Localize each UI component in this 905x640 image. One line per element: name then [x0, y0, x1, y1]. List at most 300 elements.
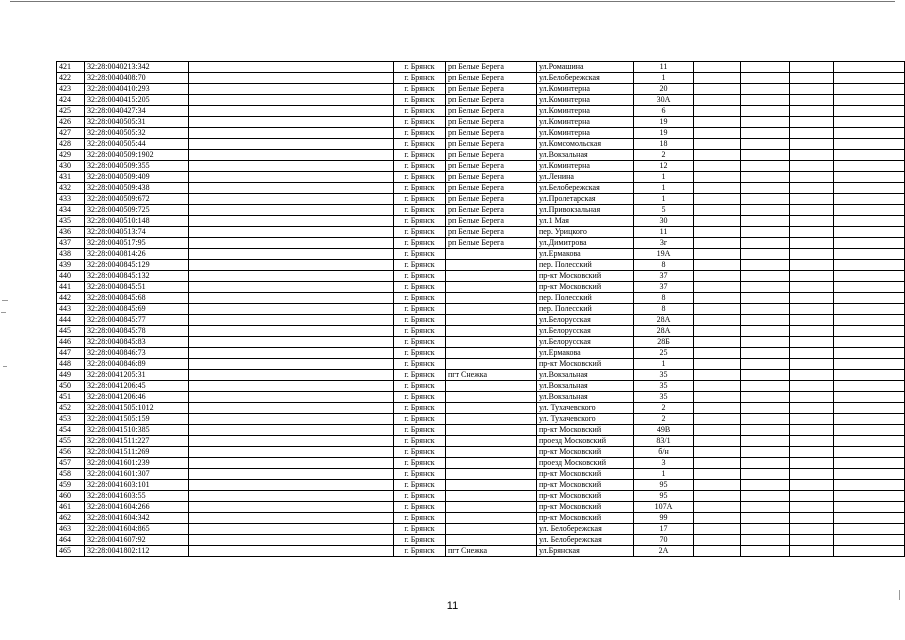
cell-settlement [446, 447, 537, 458]
cell-empty [834, 403, 905, 414]
cell-number: 451 [57, 392, 85, 403]
cell-cadastral-number: 32:28:0040845:83 [85, 337, 189, 348]
cell-number: 463 [57, 524, 85, 535]
cell-city: г. Брянск [394, 304, 446, 315]
table-row [57, 161, 905, 172]
cell-empty [741, 414, 790, 425]
cell-cadastral-number: 32:28:0040415:205 [85, 95, 189, 106]
cell-street: ул.1 Мая [537, 216, 634, 227]
cell-house: 1 [634, 73, 694, 84]
cell-house: б/н [634, 447, 694, 458]
cell-settlement: рп Белые Берега [446, 128, 537, 139]
cell-empty [834, 414, 905, 425]
cell-city: г. Брянск [394, 271, 446, 282]
cell-empty [694, 150, 741, 161]
cell-house: 12 [634, 161, 694, 172]
cell-city: г. Брянск [394, 502, 446, 513]
table-row [57, 469, 905, 480]
cell-empty [741, 62, 790, 73]
cell-empty [694, 249, 741, 260]
cell-house: 37 [634, 282, 694, 293]
cell-empty [694, 62, 741, 73]
cell-empty [694, 403, 741, 414]
cell-empty [189, 117, 394, 128]
cell-empty [189, 293, 394, 304]
cell-street: ул.Вокзальная [537, 392, 634, 403]
cell-street: ул.Коминтерна [537, 84, 634, 95]
cell-empty [790, 128, 834, 139]
cell-settlement: рп Белые Берега [446, 95, 537, 106]
cell-empty [834, 62, 905, 73]
cell-house: 2 [634, 403, 694, 414]
cell-empty [694, 194, 741, 205]
cell-empty [741, 117, 790, 128]
cell-empty [694, 469, 741, 480]
cell-street: ул. Тухачевского [537, 403, 634, 414]
cell-city: г. Брянск [394, 73, 446, 84]
cell-empty [694, 84, 741, 95]
cell-street: пр-кт Московский [537, 491, 634, 502]
table-row [57, 62, 905, 73]
cell-empty [790, 183, 834, 194]
table-row [57, 271, 905, 282]
cell-empty [694, 183, 741, 194]
cell-empty [189, 227, 394, 238]
table-row [57, 106, 905, 117]
cell-empty [741, 238, 790, 249]
cell-empty [834, 381, 905, 392]
cell-street: пр-кт Московский [537, 502, 634, 513]
cell-empty [694, 337, 741, 348]
cell-city: г. Брянск [394, 249, 446, 260]
cell-street: ул.Ермакова [537, 249, 634, 260]
table-row [57, 458, 905, 469]
cell-house: 28Б [634, 337, 694, 348]
table-row [57, 326, 905, 337]
cell-empty [189, 62, 394, 73]
cell-cadastral-number: 32:28:0040509:725 [85, 205, 189, 216]
cell-empty [790, 436, 834, 447]
cell-settlement [446, 436, 537, 447]
cell-empty [741, 381, 790, 392]
cell-house: 18 [634, 139, 694, 150]
scan-artifact [899, 590, 900, 600]
cell-street: ул.Коминтерна [537, 95, 634, 106]
cell-empty [834, 205, 905, 216]
cell-cadastral-number: 32:28:0041604:342 [85, 513, 189, 524]
cell-street: ул. Белобережская [537, 524, 634, 535]
cell-empty [834, 161, 905, 172]
cell-empty [694, 392, 741, 403]
cell-empty [741, 282, 790, 293]
table-row [57, 150, 905, 161]
cell-empty [790, 381, 834, 392]
cell-empty [189, 106, 394, 117]
cell-empty [694, 227, 741, 238]
cell-house: 19 [634, 117, 694, 128]
cell-number: 455 [57, 436, 85, 447]
cell-empty [790, 403, 834, 414]
cell-settlement [446, 282, 537, 293]
cell-street: проезд Московский [537, 436, 634, 447]
cell-city: г. Брянск [394, 392, 446, 403]
cell-street: ул.Вокзальная [537, 381, 634, 392]
cell-empty [189, 546, 394, 557]
cell-settlement: рп Белые Берега [446, 84, 537, 95]
cell-number: 438 [57, 249, 85, 260]
table-row [57, 304, 905, 315]
cell-house: 2 [634, 414, 694, 425]
cell-cadastral-number: 32:28:0040509:1902 [85, 150, 189, 161]
registry-table [56, 61, 905, 557]
cell-empty [694, 381, 741, 392]
cell-settlement: рп Белые Берега [446, 216, 537, 227]
cell-empty [189, 183, 394, 194]
cell-empty [741, 183, 790, 194]
cell-number: 456 [57, 447, 85, 458]
cell-empty [741, 392, 790, 403]
cell-empty [694, 326, 741, 337]
table-row [57, 359, 905, 370]
cell-empty [694, 535, 741, 546]
cell-empty [834, 73, 905, 84]
cell-number: 422 [57, 73, 85, 84]
cell-empty [694, 447, 741, 458]
cell-city: г. Брянск [394, 480, 446, 491]
cell-street: ул. Белобережская [537, 535, 634, 546]
cell-empty [741, 216, 790, 227]
cell-settlement: рп Белые Берега [446, 183, 537, 194]
cell-house: 11 [634, 62, 694, 73]
cell-settlement: рп Белые Берега [446, 73, 537, 84]
cell-number: 460 [57, 491, 85, 502]
cell-settlement [446, 458, 537, 469]
cell-number: 446 [57, 337, 85, 348]
cell-settlement: пгт Снежка [446, 370, 537, 381]
cell-number: 459 [57, 480, 85, 491]
cell-empty [790, 293, 834, 304]
cell-house: 1 [634, 194, 694, 205]
cell-empty [741, 150, 790, 161]
cell-street: пр-кт Московский [537, 469, 634, 480]
cell-street: ул.Пролетарская [537, 194, 634, 205]
cell-city: г. Брянск [394, 491, 446, 502]
cell-settlement [446, 337, 537, 348]
cell-empty [694, 73, 741, 84]
cell-empty [790, 106, 834, 117]
cell-empty [741, 172, 790, 183]
cell-house: 1 [634, 183, 694, 194]
cell-empty [834, 447, 905, 458]
cell-cadastral-number: 32:28:0040510:148 [85, 216, 189, 227]
cell-empty [790, 172, 834, 183]
cell-empty [790, 348, 834, 359]
cell-cadastral-number: 32:28:0041802:112 [85, 546, 189, 557]
cell-empty [694, 282, 741, 293]
cell-cadastral-number: 32:28:0040513:74 [85, 227, 189, 238]
cell-settlement [446, 326, 537, 337]
table-row [57, 535, 905, 546]
cell-empty [694, 161, 741, 172]
cell-city: г. Брянск [394, 337, 446, 348]
cell-house: 107А [634, 502, 694, 513]
cell-empty [694, 128, 741, 139]
cell-settlement [446, 491, 537, 502]
cell-city: г. Брянск [394, 326, 446, 337]
cell-empty [790, 370, 834, 381]
page-number: 11 [446, 600, 459, 612]
cell-house: 28А [634, 315, 694, 326]
table-row [57, 183, 905, 194]
cell-settlement [446, 524, 537, 535]
cell-settlement: рп Белые Берега [446, 238, 537, 249]
cell-city: г. Брянск [394, 183, 446, 194]
cell-cadastral-number: 32:28:0041604:865 [85, 524, 189, 535]
cell-empty [694, 293, 741, 304]
table-row [57, 513, 905, 524]
top-edge-line [10, 1, 895, 2]
cell-house: 25 [634, 348, 694, 359]
table-row [57, 348, 905, 359]
cell-number: 448 [57, 359, 85, 370]
cell-house: 95 [634, 491, 694, 502]
cell-empty [189, 326, 394, 337]
cell-settlement: рп Белые Берега [446, 161, 537, 172]
cell-empty [741, 546, 790, 557]
cell-empty [189, 260, 394, 271]
cell-empty [790, 238, 834, 249]
cell-street: ул.Коминтерна [537, 161, 634, 172]
table-row [57, 249, 905, 260]
cell-cadastral-number: 32:28:0040846:73 [85, 348, 189, 359]
cell-street: ул.Привокзальная [537, 205, 634, 216]
cell-empty [741, 469, 790, 480]
cell-city: г. Брянск [394, 513, 446, 524]
cell-house: 6 [634, 106, 694, 117]
cell-empty [741, 348, 790, 359]
cell-house: 8 [634, 304, 694, 315]
cell-settlement [446, 414, 537, 425]
cell-empty [834, 535, 905, 546]
cell-empty [790, 458, 834, 469]
cell-settlement [446, 359, 537, 370]
cell-empty [694, 480, 741, 491]
cell-empty [741, 315, 790, 326]
cell-number: 439 [57, 260, 85, 271]
cell-empty [834, 139, 905, 150]
cell-city: г. Брянск [394, 227, 446, 238]
cell-cadastral-number: 32:28:0040505:32 [85, 128, 189, 139]
table-row [57, 370, 905, 381]
cell-empty [790, 469, 834, 480]
cell-settlement: рп Белые Берега [446, 227, 537, 238]
cell-number: 421 [57, 62, 85, 73]
cell-empty [189, 392, 394, 403]
cell-city: г. Брянск [394, 436, 446, 447]
cell-empty [790, 502, 834, 513]
cell-empty [694, 425, 741, 436]
cell-number: 425 [57, 106, 85, 117]
cell-empty [790, 95, 834, 106]
cell-empty [834, 491, 905, 502]
cell-cadastral-number: 32:28:0040213:342 [85, 62, 189, 73]
cell-empty [189, 458, 394, 469]
cell-settlement [446, 348, 537, 359]
cell-empty [834, 106, 905, 117]
cell-empty [790, 326, 834, 337]
cell-empty [741, 205, 790, 216]
cell-empty [741, 271, 790, 282]
cell-empty [741, 326, 790, 337]
cell-street: ул.Белорусская [537, 326, 634, 337]
cell-empty [741, 436, 790, 447]
cell-empty [834, 469, 905, 480]
cell-empty [790, 315, 834, 326]
cell-empty [694, 348, 741, 359]
cell-street: ул.Белобережская [537, 183, 634, 194]
cell-empty [741, 139, 790, 150]
cell-street: ул.Коминтерна [537, 106, 634, 117]
cell-city: г. Брянск [394, 260, 446, 271]
cell-empty [790, 414, 834, 425]
cell-house: 8 [634, 260, 694, 271]
table-row [57, 425, 905, 436]
cell-empty [189, 205, 394, 216]
cell-empty [834, 194, 905, 205]
cell-settlement: рп Белые Берега [446, 117, 537, 128]
cell-number: 449 [57, 370, 85, 381]
table-row [57, 84, 905, 95]
cell-cadastral-number: 32:28:0040509:355 [85, 161, 189, 172]
cell-empty [741, 106, 790, 117]
cell-number: 437 [57, 238, 85, 249]
cell-cadastral-number: 32:28:0041205:31 [85, 370, 189, 381]
cell-empty [790, 282, 834, 293]
cell-house: 5 [634, 205, 694, 216]
scan-artifact [2, 300, 8, 301]
cell-empty [790, 62, 834, 73]
cell-empty [790, 260, 834, 271]
cell-empty [790, 447, 834, 458]
cell-street: пр-кт Московский [537, 282, 634, 293]
cell-house: 30А [634, 95, 694, 106]
cell-city: г. Брянск [394, 117, 446, 128]
cell-empty [834, 227, 905, 238]
cell-empty [741, 370, 790, 381]
cell-empty [694, 216, 741, 227]
cell-empty [694, 315, 741, 326]
cell-empty [189, 73, 394, 84]
cell-empty [834, 183, 905, 194]
cell-cadastral-number: 32:28:0041510:385 [85, 425, 189, 436]
cell-city: г. Брянск [394, 348, 446, 359]
cell-empty [189, 194, 394, 205]
cell-city: г. Брянск [394, 95, 446, 106]
cell-settlement: пгт Снежка [446, 546, 537, 557]
cell-empty [694, 502, 741, 513]
cell-empty [189, 348, 394, 359]
cell-house: 20 [634, 84, 694, 95]
cell-city: г. Брянск [394, 458, 446, 469]
cell-cadastral-number: 32:28:0040505:31 [85, 117, 189, 128]
cell-empty [189, 216, 394, 227]
cell-street: ул.Белорусская [537, 315, 634, 326]
cell-city: г. Брянск [394, 381, 446, 392]
cell-city: г. Брянск [394, 161, 446, 172]
cell-empty [834, 546, 905, 557]
cell-number: 461 [57, 502, 85, 513]
table-row [57, 491, 905, 502]
cell-empty [189, 337, 394, 348]
table-row [57, 282, 905, 293]
cell-empty [790, 84, 834, 95]
cell-street: ул.Коминтерна [537, 117, 634, 128]
cell-house: 35 [634, 370, 694, 381]
cell-number: 423 [57, 84, 85, 95]
cell-empty [189, 447, 394, 458]
cell-empty [741, 194, 790, 205]
table-row [57, 337, 905, 348]
cell-empty [834, 282, 905, 293]
cell-city: г. Брянск [394, 205, 446, 216]
cell-city: г. Брянск [394, 447, 446, 458]
cell-street: пр-кт Московский [537, 480, 634, 491]
cell-cadastral-number: 32:28:0040814:26 [85, 249, 189, 260]
cell-settlement [446, 260, 537, 271]
cell-empty [694, 205, 741, 216]
table-row [57, 227, 905, 238]
cell-empty [694, 172, 741, 183]
cell-house: 2А [634, 546, 694, 557]
cell-empty [694, 271, 741, 282]
cell-city: г. Брянск [394, 282, 446, 293]
cell-empty [741, 480, 790, 491]
cell-empty [189, 381, 394, 392]
cell-cadastral-number: 32:28:0040505:44 [85, 139, 189, 150]
cell-empty [694, 238, 741, 249]
cell-empty [741, 249, 790, 260]
scan-artifact [1, 312, 6, 313]
cell-city: г. Брянск [394, 216, 446, 227]
cell-empty [189, 502, 394, 513]
cell-city: г. Брянск [394, 403, 446, 414]
table-row [57, 128, 905, 139]
cell-number: 435 [57, 216, 85, 227]
cell-cadastral-number: 32:28:0040427:34 [85, 106, 189, 117]
cell-number: 428 [57, 139, 85, 150]
cell-cadastral-number: 32:28:0040845:69 [85, 304, 189, 315]
cell-empty [694, 139, 741, 150]
cell-cadastral-number: 32:28:0041601:307 [85, 469, 189, 480]
cell-number: 436 [57, 227, 85, 238]
cell-street: ул.Белобережская [537, 73, 634, 84]
cell-empty [694, 546, 741, 557]
cell-house: 1 [634, 172, 694, 183]
cell-cadastral-number: 32:28:0040845:78 [85, 326, 189, 337]
cell-empty [790, 425, 834, 436]
cell-number: 450 [57, 381, 85, 392]
cell-settlement: рп Белые Берега [446, 205, 537, 216]
cell-cadastral-number: 32:28:0040509:672 [85, 194, 189, 205]
cell-house: 83/1 [634, 436, 694, 447]
cell-empty [741, 337, 790, 348]
cell-empty [834, 271, 905, 282]
cell-empty [790, 524, 834, 535]
cell-empty [834, 392, 905, 403]
cell-empty [741, 260, 790, 271]
cell-city: г. Брянск [394, 172, 446, 183]
cell-house: 35 [634, 392, 694, 403]
